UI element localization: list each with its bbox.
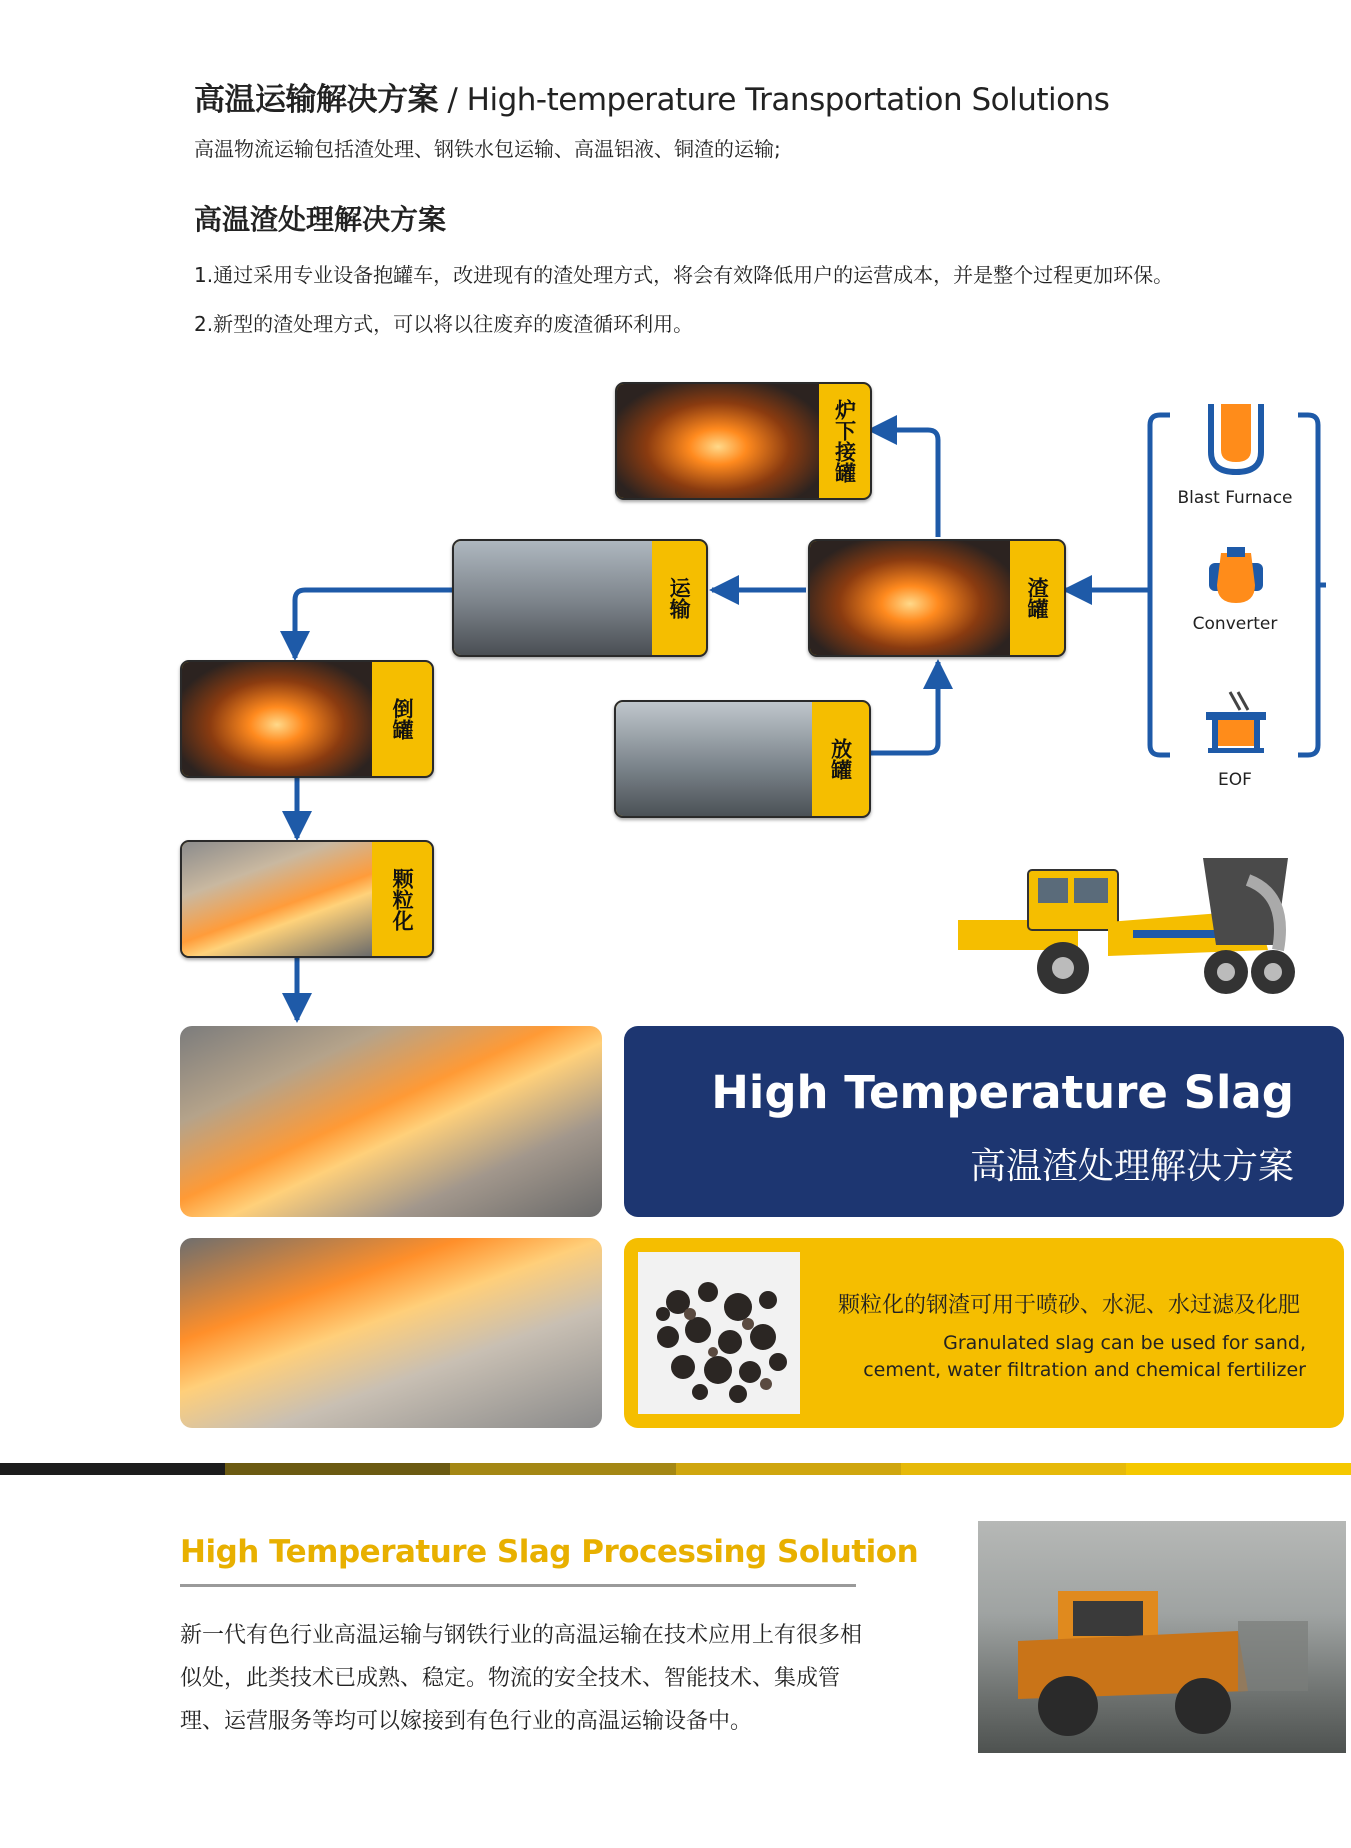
banner-title-en: High Temperature Slag	[711, 1066, 1294, 1119]
processing-solution-title: High Temperature Slag Processing Solution	[180, 1534, 919, 1570]
divider-segment	[450, 1463, 675, 1475]
flow-label-pour: 倒罐	[390, 698, 416, 740]
flow-card-slag-pot	[808, 539, 1066, 657]
flow-card-transport	[452, 539, 708, 657]
eof-icon	[1204, 690, 1268, 756]
slag-stream-photo-2	[180, 1238, 602, 1428]
flow-label-transport: 运输	[667, 577, 693, 619]
flow-label-furnace-receive: 炉下接罐	[832, 399, 858, 483]
flow-label-granulate: 颗粒化	[390, 867, 416, 931]
granulated-slag-photo	[638, 1252, 800, 1414]
flow-card-release	[614, 700, 871, 818]
divider-segment	[0, 1463, 225, 1475]
source-bracket-right	[1298, 415, 1318, 755]
page-title-en: High-temperature Transportation Solutions	[466, 82, 1110, 118]
divider-segment	[225, 1463, 450, 1475]
page-title-separator: /	[438, 82, 467, 118]
page-title-zh: 高温运输解决方案	[194, 82, 438, 118]
divider-segment	[901, 1463, 1126, 1475]
high-temperature-slag-banner	[624, 1026, 1344, 1217]
photo-pour	[182, 662, 372, 776]
gradient-divider	[0, 1463, 1351, 1475]
flow-card-pour	[180, 660, 434, 778]
arrow-release-to-pot	[870, 662, 938, 753]
info-text-en-line-2: cement, water filtration and chemical fertilizer	[863, 1359, 1306, 1381]
source-bracket-left	[1150, 415, 1170, 755]
source-label-converter: Converter	[1192, 614, 1278, 634]
flow-label-release: 放罐	[828, 738, 854, 780]
divider-segment	[676, 1463, 901, 1475]
title-underline	[180, 1584, 856, 1587]
blast-furnace-icon	[1205, 400, 1267, 482]
photo-granulate	[182, 842, 372, 956]
granulated-slag-info-box	[624, 1238, 1344, 1428]
flow-card-granulate	[180, 840, 434, 958]
source-label-blast-furnace: Blast Furnace	[1177, 488, 1293, 508]
point-1: 1.通过采用专业设备抱罐车，改进现有的渣处理方式，将会有效降低用户的运营成本，并是整个过程更加环保。	[194, 263, 1174, 287]
arrow-pot-to-furnace	[870, 430, 938, 537]
photo-furnace-receive	[617, 384, 819, 498]
flow-label-slag-pot: 渣罐	[1025, 577, 1051, 619]
info-text-en-line-1: Granulated slag can be used for sand,	[943, 1332, 1306, 1354]
divider-segment	[1126, 1463, 1351, 1475]
section-title: 高温渣处理解决方案	[194, 203, 447, 236]
flow-card-furnace-receive	[615, 382, 872, 500]
photo-release	[616, 702, 812, 816]
point-2: 2.新型的渣处理方式，可以将以往废弃的废渣循环利用。	[194, 312, 694, 336]
processing-solution-body: 新一代有色行业高温运输与钢铁行业的高温运输在技术应用上有很多相似处，此类技术已成熟、稳定。物流的安全技术、智能技术、集成管理、运营服务等均可以嫁接到有色行业的高温运输设备中。	[180, 1623, 863, 1734]
photo-slag-pot	[810, 541, 1010, 655]
arrow-transport-to-pour	[295, 590, 452, 658]
slag-carrier-photo	[978, 1521, 1346, 1753]
slag-pot-carrier-illustration	[958, 850, 1326, 1000]
info-text-zh: 颗粒化的钢渣可用于喷砂、水泥、水过滤及化肥	[837, 1293, 1300, 1318]
source-label-eof: EOF	[1218, 770, 1252, 790]
banner-title-zh: 高温渣处理解决方案	[969, 1146, 1294, 1187]
converter-icon	[1205, 545, 1267, 607]
intro-text: 高温物流运输包括渣处理、钢铁水包运输、高温铝液、铜渣的运输;	[194, 137, 781, 161]
photo-transport	[454, 541, 652, 655]
slag-stream-photo-1	[180, 1026, 602, 1217]
